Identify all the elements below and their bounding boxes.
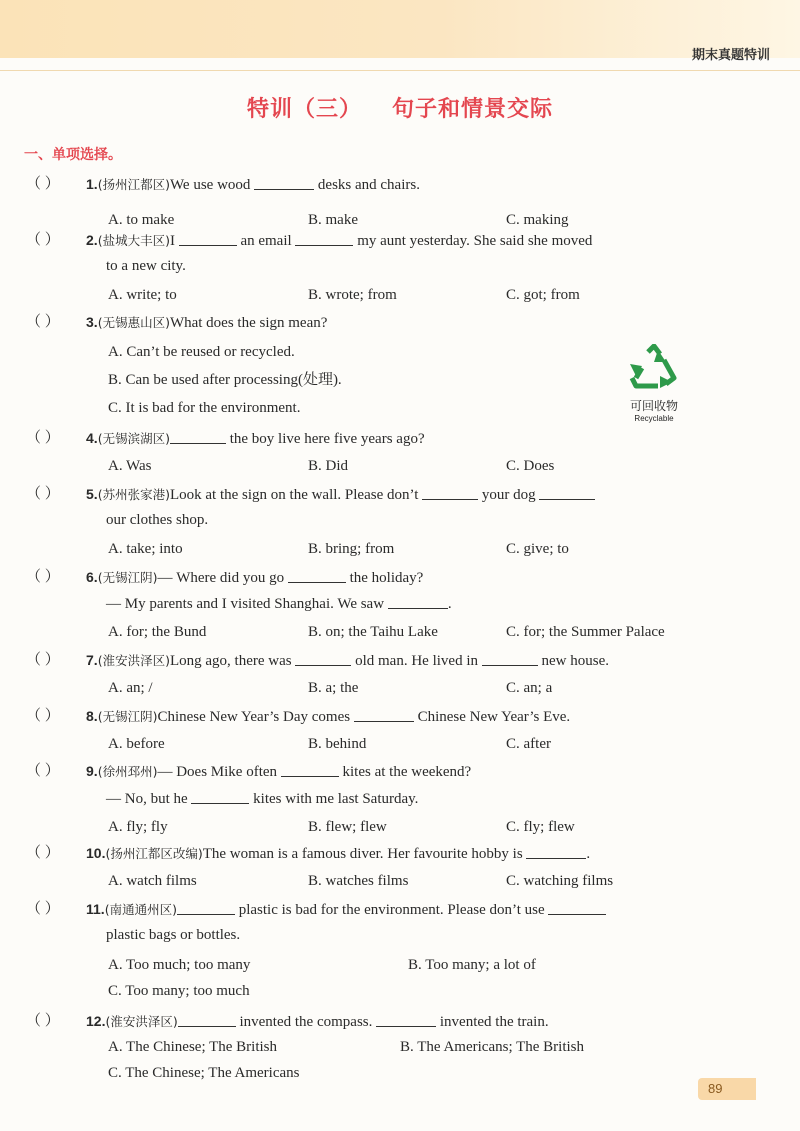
option-b[interactable]: B. Can be used after processing(处理). [108,372,342,388]
question-number: 2. [86,232,98,248]
option-c[interactable]: C. for; the Summer Palace [506,624,665,640]
question-text: . [447,596,452,612]
question-text: our clothes shop. [106,512,209,528]
option-b[interactable]: B. make [308,212,358,228]
option-c[interactable]: C. making [506,212,569,228]
header-divider [0,70,800,71]
question-line [86,428,425,449]
question-text: desks and chairs. [314,177,420,193]
option-b[interactable]: B. a; the [308,680,359,696]
question-line [86,1011,549,1032]
answer-paren: （ ） [26,1013,60,1029]
question-source: (南通通州区) [104,902,177,917]
question-number: 7. [86,652,98,668]
question-line [106,593,452,614]
recycle-label-en: Recyclable [634,414,674,423]
answer-blank[interactable] [177,899,235,915]
option-a[interactable]: A. to make [108,212,175,228]
option-a[interactable]: A. an; / [108,680,153,696]
question-text: — No, but he [106,791,192,807]
question-text: new house. [537,653,609,669]
question-line [106,510,208,530]
option-c[interactable]: C. fly; flew [506,819,575,835]
option-b[interactable]: B. wrote; from [308,287,397,303]
option-c[interactable]: C. give; to [506,541,569,557]
question-line [86,650,609,671]
question-text: old man. He lived in [351,653,482,669]
question-number: 12. [86,1013,106,1029]
option-a[interactable]: A. Can’t be reused or recycled. [108,344,295,360]
answer-blank[interactable] [295,230,353,246]
answer-blank[interactable] [170,428,226,444]
option-b[interactable]: B. on; the Taihu Lake [308,624,438,640]
option-c[interactable]: C. an; a [506,680,553,696]
answer-blank[interactable] [179,230,237,246]
question-source: (无锡江阴) [97,709,158,724]
question-source: (扬州江都区改编) [105,846,203,861]
question-text: invented the compass. [235,1014,377,1030]
answer-blank[interactable] [295,650,351,666]
answer-paren: （ ） [26,486,60,502]
answer-blank[interactable] [482,650,538,666]
question-number: 3. [86,314,98,330]
answer-blank[interactable] [191,788,249,804]
option-a[interactable]: A. before [108,736,165,752]
answer-blank[interactable] [548,899,606,915]
title-part1: 特训（三） [246,97,362,122]
question-text: plastic is bad for the environment. Please don’t use [234,902,549,918]
question-text: plastic bags or bottles. [106,927,241,943]
option-a[interactable]: A. The Chinese; The British [108,1039,278,1055]
option-a[interactable]: A. Too much; too many [108,957,251,973]
option-b[interactable]: B. behind [308,736,367,752]
question-text: the boy live here five years ago? [225,431,425,447]
question-line [86,706,570,727]
option-b[interactable]: B. bring; from [308,541,395,557]
question-text: your dog [478,487,540,503]
question-text: — Where did you go [157,570,288,586]
question-line [106,256,186,276]
option-a[interactable]: A. watch films [108,873,197,889]
question-line [86,174,420,195]
answer-blank[interactable] [254,174,314,190]
recycle-label-cn: 可回收物 [629,399,678,413]
question-number: 5. [86,486,98,502]
question-text: I [169,233,179,249]
question-number: 10. [86,845,106,861]
option-a[interactable]: A. take; into [108,541,183,557]
question-text: invented the train. [436,1014,549,1030]
question-text: Look at the sign on the wall. Please don’t [169,487,423,503]
question-text: The woman is a famous diver. Her favourite hobby is [202,846,527,862]
question-text: the holiday? [345,570,424,586]
answer-blank[interactable] [526,843,586,859]
question-line [106,788,418,809]
answer-blank[interactable] [422,484,478,500]
question-source: (盐城大丰区) [97,233,170,248]
question-text: kites at the weekend? [338,764,472,780]
option-c[interactable]: C. after [506,736,551,752]
question-text: Chinese New Year’s Day comes [157,709,354,725]
question-number: 4. [86,430,98,446]
question-text: — My parents and I visited Shanghai. We saw [106,596,388,612]
question-line [86,899,606,920]
question-source: (苏州张家港) [97,487,170,502]
question-line [86,312,327,333]
section-title: 一、单项选择。 [24,147,122,163]
option-a[interactable]: A. fly; fly [108,819,168,835]
question-source: (无锡滨湖区) [97,431,170,446]
question-text: What does the sign mean? [169,315,328,331]
answer-paren: （ ） [26,763,60,779]
answer-blank[interactable] [539,484,595,500]
option-c[interactable]: C. watching films [506,873,614,889]
question-source: (淮安洪泽区) [97,653,170,668]
question-line [86,567,423,588]
question-line [86,843,590,864]
answer-paren: （ ） [26,569,60,585]
option-b[interactable]: B. watches films [308,873,409,889]
question-number: 8. [86,708,98,724]
question-number: 1. [86,176,98,192]
option-b[interactable]: B. Did [308,458,349,474]
question-text: Long ago, there was [169,653,296,669]
answer-paren: （ ） [26,176,60,192]
question-line [86,761,471,782]
question-line [106,925,240,945]
answer-paren: （ ） [26,845,60,861]
answer-blank[interactable] [281,761,339,777]
question-text: We use wood [169,177,255,193]
answer-paren: （ ） [26,232,60,248]
question-text: — Does Mike often [157,764,281,780]
question-source: (扬州江都区) [97,177,170,192]
option-a[interactable]: A. Was [108,458,152,474]
question-number: 11. [86,901,105,917]
recycle-icon [628,344,680,390]
answer-paren: （ ） [26,314,60,330]
question-text: my aunt yesterday. She said she moved [353,233,593,249]
question-source: (徐州邳州) [97,764,158,779]
header-band [0,0,800,58]
page-title [0,92,800,123]
answer-blank[interactable] [376,1011,436,1027]
answer-paren: （ ） [26,430,60,446]
option-c[interactable]: C. Does [506,458,555,474]
question-text: . [586,846,591,862]
option-a[interactable]: A. write; to [108,287,177,303]
question-source: (无锡江阴) [97,570,158,585]
option-c[interactable]: C. got; from [506,287,580,303]
page-number: 89 [698,1078,756,1100]
answer-paren: （ ） [26,652,60,668]
question-source: (淮安洪泽区) [105,1014,178,1029]
option-a[interactable]: A. for; the Bund [108,624,207,640]
question-line [86,484,595,505]
option-b[interactable]: B. The Americans; The British [400,1039,585,1055]
header-tag: 期末真题特训 [691,48,770,63]
option-c[interactable]: C. Too many; too much [108,983,250,999]
question-number: 6. [86,569,98,585]
question-line [86,230,592,251]
title-part2: 句子和情景交际 [392,97,554,122]
answer-paren: （ ） [26,708,60,724]
option-b[interactable]: B. flew; flew [308,819,387,835]
answer-blank[interactable] [178,1011,236,1027]
answer-blank[interactable] [288,567,346,583]
option-c[interactable]: C. It is bad for the environment. [108,400,301,416]
option-c[interactable]: C. The Chinese; The Americans [108,1065,300,1081]
answer-blank[interactable] [354,706,414,722]
answer-blank[interactable] [388,593,448,609]
question-text: kites with me last Saturday. [249,791,419,807]
option-b[interactable]: B. Too many; a lot of [408,957,536,973]
recycle-sign [624,344,684,423]
question-text: an email [236,233,296,249]
answer-paren: （ ） [26,901,60,917]
question-text: Chinese New Year’s Eve. [413,709,571,725]
question-source: (无锡惠山区) [97,315,170,330]
question-text: to a new city. [106,258,186,274]
question-number: 9. [86,763,98,779]
